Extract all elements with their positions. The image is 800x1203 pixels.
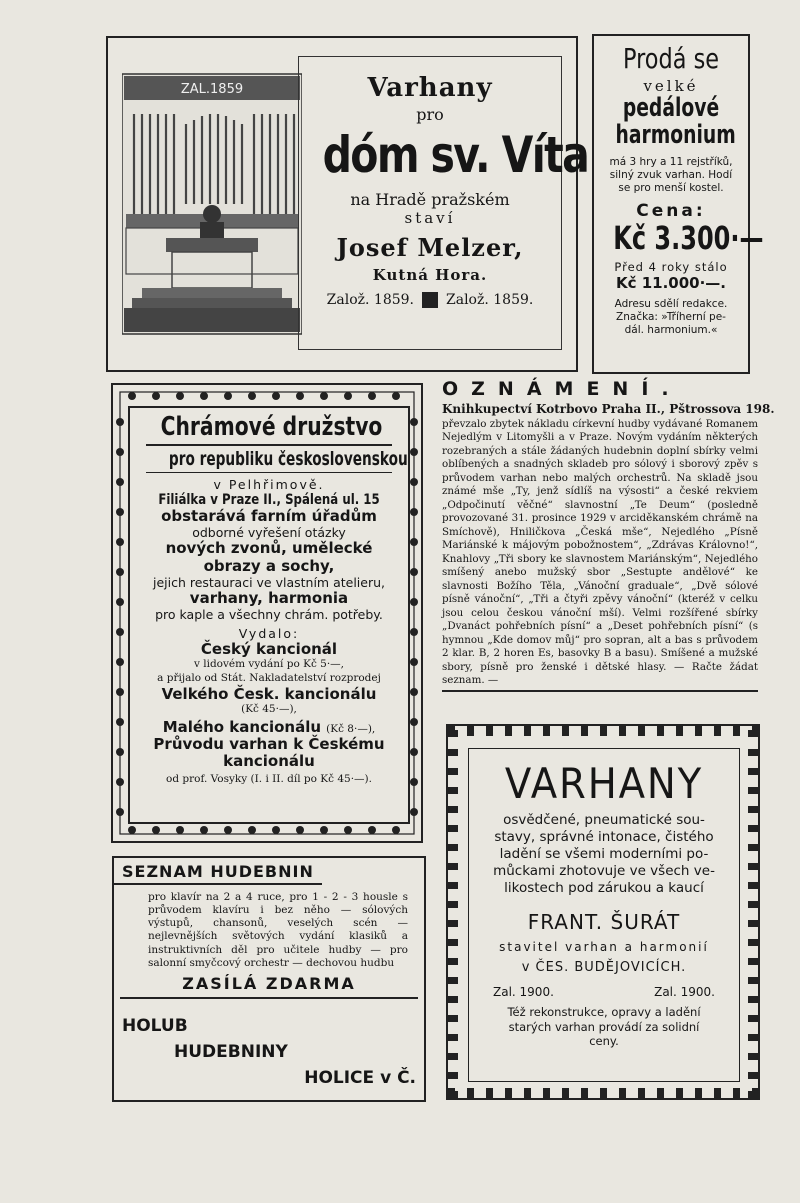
seznam-text: pro klavír na 2 a 4 ruce, pro 1 - 2 - 3 housle s průvodem klavíru i bez něho — sólových výstupů, chansonů, veselých scén — nejlevnějších světových vydání klasiků a instruktivních děl pro učitele hudby — pro salonní smyčcový orchestr — dechovou hudbu <box>148 891 408 969</box>
chram-velkeho-price: (Kč 45·—), <box>241 702 297 715</box>
surat-ad <box>446 724 760 1100</box>
melzer-pro: pro <box>416 105 444 124</box>
melzer-founded-left: Založ. 1859. <box>326 292 414 308</box>
prodase-harmonium: harmonium <box>615 120 736 151</box>
chram-vydalo: Vydalo: <box>238 626 300 642</box>
chram-k1: v lidovém vydání po Kč 5·—, <box>193 658 345 671</box>
organ-illustration <box>122 58 302 350</box>
surat-founded-right: Zal. 1900. <box>654 985 715 1000</box>
chram-rule-2 <box>146 472 392 474</box>
surat-text-box <box>468 748 740 1082</box>
prodase-addr-3: dál. harmonium.« <box>624 324 718 337</box>
seznam-name-1: HOLUB <box>122 1016 188 1036</box>
prodase-desc-3: se pro menší kostel. <box>618 181 724 194</box>
chram-branch: Filiálka v Praze II., Spálená ul. 15 <box>158 492 380 508</box>
chram-town: v Pelhřimově. <box>213 477 325 492</box>
seznam-head: SEZNAM HUDEBNIN <box>114 858 322 885</box>
chram-rule-1 <box>146 444 392 446</box>
chram-pruvodu-2: kancionálu <box>223 752 315 771</box>
surat-text-1: osvědčené, pneumatické sou- <box>503 812 705 828</box>
melzer-hrad: na Hradě pražském <box>350 190 510 209</box>
surat-note-2: starých varhan provádí za solidní <box>508 1019 700 1034</box>
prodase-velke: velké <box>643 77 699 95</box>
organ-plate: ZAL.1859 <box>180 82 244 97</box>
melzer-founded-right: Založ. 1859. <box>446 292 534 308</box>
melzer-name: Josef Melzer, <box>336 233 524 262</box>
prodase-before: Před 4 roky stálo <box>614 260 728 275</box>
chram-velkeho: Velkého Česk. kancionálu <box>161 684 377 703</box>
surat-role: stavitel varhan a harmonií <box>499 940 709 955</box>
oznameni-head: OZNÁMENÍ. <box>442 378 682 400</box>
melzer-city: Kutná Hora. <box>372 266 488 284</box>
chram-line-5: varhany, harmonia <box>189 588 349 607</box>
seznam-rule <box>120 997 418 999</box>
square-ornament-icon <box>422 292 438 308</box>
chram-supplies: obstarává farním úřadům <box>161 507 377 526</box>
chram-text-box <box>128 406 410 824</box>
surat-text-5: likostech pod zárukou a kaucí <box>504 879 704 896</box>
surat-city: v ČES. BUDĚJOVICÍCH. <box>521 960 687 976</box>
melzer-founded <box>299 292 561 308</box>
prodase-price: Kč 3.300·— <box>613 218 764 257</box>
chram-vosyky: od prof. Vosyky (I. i II. díl po Kč 45·—). <box>166 772 372 785</box>
chram-pruvodu: Průvodu varhan k Českému <box>153 735 385 754</box>
chram-line-3: obrazy a sochy, <box>203 556 335 575</box>
surat-name: FRANT. ŠURÁT <box>527 910 681 935</box>
melzer-ad <box>106 36 589 372</box>
prodase-address <box>594 298 748 337</box>
surat-founded <box>493 985 715 999</box>
oznameni-rule <box>442 690 758 692</box>
seznam-name-2: HUDEBNINY <box>174 1042 288 1062</box>
surat-title: VARHANY <box>504 759 704 808</box>
oznameni-notice <box>442 378 775 718</box>
chram-k2: a přijalo od Stát. Nakladatelství rozprodej <box>157 671 381 684</box>
chram-maleho: Malého kancionálu <box>162 717 322 736</box>
prodase-head: Prodá se <box>622 42 720 75</box>
chram-subtitle: pro republiku československou <box>168 447 408 470</box>
seznam-name-3: HOLICE v Č. <box>304 1068 416 1088</box>
prodase-addr-2: Značka: »Tříherní pe- <box>616 311 726 324</box>
chram-maleho-row <box>130 717 408 737</box>
chram-title: Chrámové družstvo <box>160 412 383 442</box>
surat-founded-left: Zal. 1900. <box>493 985 554 1000</box>
oznameni-body: převzalo zbytek nákladu církevní hudby vydávané Romanem Nejedlým v Litomyšli a v Praze. Novým vydáním některých rozebraných a stále žádaných hudebnin doplní sbírky velmi oblíbených a snadných skladeb pro sólový i sborový zpěv s průvodem varhan nebo malých orchestrů. Na skladě jsou známé mše „Ty, jenž sídlíš na výsosti“ a české rekviem „Odpočinutí věčné“ slavnostní „Te Deum“ (posledně provozované 31. prosince 1929 v arciděkanském chrámě na Smíchově), Hniličkova „Česká mše“, Nejedlého „Písně Mariánské k májovým pobožnostem“, „Zdrávas Královno!“, Knahlovy „Tři sbory ke slavnostem Mariánským“, Nejedlého smíšený anebo mužský sbor „Sestupte andělové“ ke slavnosti Božího Těla, „Vánoční graduale“, „Dvě sólové písně vánoční“, „Tři a čtyři zpěvy vánoční“ (kteréž v celku jsou celou českou vánoční mší). Velmi rozšířené sbírky „Dvanáct pohřebních písní“ a „Deset pohřebních písní“ (s hymnou „Kde domov můj“ pro sopran, alt a bas s průvodem 2 klar. B, 2 horen Es, basovky B a basu). Smíšené a mužské sbory, písně pro ženské i dětské hlasy. — Račte žádat seznam. — <box>442 418 758 687</box>
melzer-stavi: staví <box>404 209 456 227</box>
melzer-text-box <box>298 56 589 350</box>
prodase-desc-1: má 3 hry a 11 rejstříků, <box>609 155 733 168</box>
prodase-desc-2: silný zvuk varhan. Hodí <box>609 168 733 181</box>
prodase-cena: Cena: <box>636 200 706 221</box>
seznam-free: ZASÍLÁ ZDARMA <box>182 973 356 993</box>
chram-maleho-price: (Kč 8·—), <box>326 722 376 735</box>
surat-note <box>469 1005 739 1048</box>
surat-text-3: ladění se všemi moderními po- <box>499 845 709 862</box>
melzer-title: Varhany <box>367 73 493 103</box>
chram-line-6: pro kaple a všechny chrám. potřeby. <box>155 607 383 623</box>
prodase-addr-1: Adresu sdělí redakce. <box>614 298 728 311</box>
surat-text <box>469 812 739 896</box>
chram-line-1: odborné vyřešení otázky <box>192 525 346 541</box>
surat-note-3: ceny. <box>589 1034 619 1049</box>
prodase-before-price: Kč 11.000·—. <box>615 274 727 293</box>
chram-line-2: nových zvonů, umělecké <box>165 539 373 558</box>
prodase-ad <box>592 34 764 374</box>
surat-note-1: Též rekonstrukce, opravy a ladění <box>507 1005 701 1020</box>
chram-kancional: Český kancionál <box>200 640 338 659</box>
chram-ad <box>110 382 424 844</box>
oznameni-sub: Knihkupectví Kotrbovo Praha II., Pštrossova 198. <box>442 402 775 416</box>
melzer-dom: dóm sv. Víta <box>322 126 589 184</box>
surat-text-2: stavy, správné intonace, čistého <box>494 828 714 845</box>
seznam-ad <box>112 856 426 1102</box>
prodase-desc <box>594 156 748 195</box>
prodase-pedalove: pedálové <box>622 93 720 123</box>
surat-text-4: můckami zhotovuje ve všech ve- <box>493 862 715 879</box>
chram-line-4: jejich restauraci ve vlastním atelieru, <box>152 574 386 590</box>
